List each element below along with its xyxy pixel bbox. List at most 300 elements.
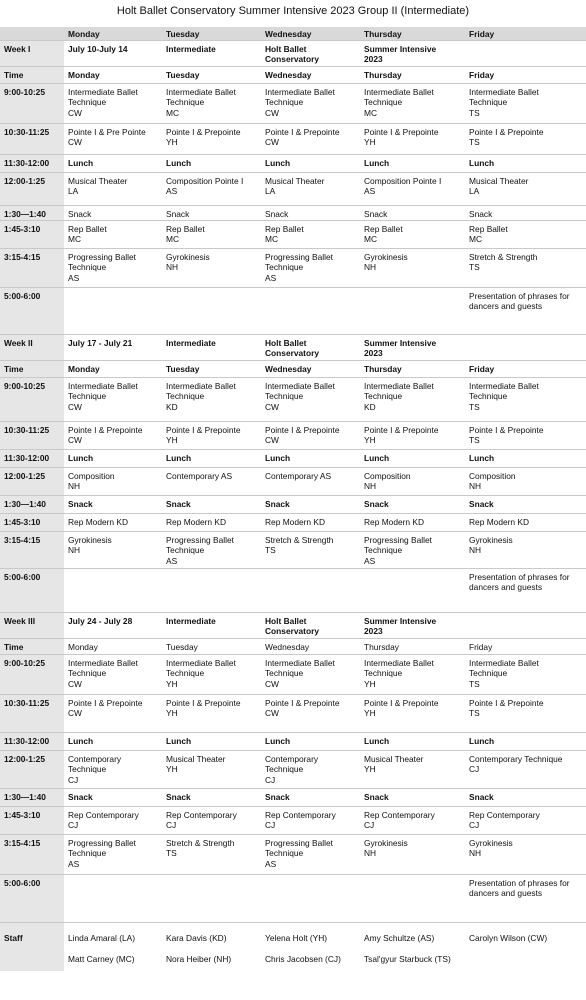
schedule-row: [0, 875, 586, 923]
cell-line: Conservatory: [265, 626, 319, 637]
schedule-cell: [162, 835, 261, 874]
cell-line: YH: [166, 137, 178, 148]
cell-line: Technique: [265, 262, 304, 273]
cell-line: MC: [166, 107, 180, 118]
schedule-row: [0, 288, 586, 335]
cell-line: Rep Contemporary: [265, 810, 336, 820]
schedule-cell: [64, 807, 162, 834]
cell-line: TS: [265, 545, 276, 556]
day-header-cell: Friday: [469, 29, 495, 39]
schedule-cell: [465, 249, 586, 287]
schedule-row: [0, 422, 586, 450]
cell-line: Technique: [68, 668, 107, 679]
time-label: 5:00-6:00: [0, 875, 64, 922]
schedule-table: [0, 27, 586, 971]
cell-line: NH: [364, 481, 377, 492]
schedule-row: [0, 655, 586, 695]
cell-line: Pointe I & Prepointe: [68, 698, 143, 708]
cell-line: CJ: [68, 774, 79, 785]
schedule-cell: [465, 532, 586, 568]
cell-line: Intermediate Ballet: [265, 658, 335, 668]
schedule-cell: [261, 288, 360, 334]
cell-line: Rep Modern KD: [364, 517, 425, 527]
time-label: 10:30-11:25: [0, 695, 64, 732]
cell-line: Technique: [68, 848, 107, 859]
staff-name: Chris Jacobsen (CJ): [265, 954, 341, 964]
schedule-cell: [64, 514, 162, 531]
cell-line: Technique: [364, 545, 403, 556]
cell-line: NH: [68, 545, 81, 556]
schedule-cell: [64, 361, 162, 377]
cell-line: Pointe I & Prepointe: [364, 698, 439, 708]
schedule-cell: [162, 450, 261, 467]
cell-line: Intermediate: [166, 616, 216, 626]
cell-line: YH: [364, 435, 376, 446]
cell-line: Snack: [166, 499, 191, 509]
schedule-cell: [261, 751, 360, 788]
schedule-cell: [64, 468, 162, 495]
cell-line: Pointe I & Prepointe: [469, 127, 544, 137]
cell-line: Tuesday: [166, 364, 200, 374]
cell-line: Musical Theater: [68, 176, 128, 186]
cell-line: Snack: [469, 209, 493, 219]
schedule-cell: [64, 532, 162, 568]
schedule-row: [0, 249, 586, 288]
cell-line: Snack: [265, 209, 289, 219]
cell-line: Technique: [265, 848, 304, 859]
staff-name: Amy Schultze (AS): [364, 933, 435, 943]
week-header-row: [0, 41, 586, 67]
cell-line: Technique: [166, 97, 205, 108]
cell-line: Pointe I & Prepointe: [166, 698, 241, 708]
cell-line: Holt Ballet: [265, 44, 307, 54]
cell-line: Technique: [265, 97, 304, 108]
cell-line: Technique: [265, 668, 304, 679]
schedule-cell: [465, 514, 586, 531]
staff-label: Staff: [0, 923, 64, 949]
schedule-cell: [261, 378, 360, 421]
schedule-cell: [162, 496, 261, 513]
schedule-cell: [465, 468, 586, 495]
cell-line: Snack: [364, 499, 389, 509]
cell-line: dancers and guests: [469, 582, 543, 593]
time-label: 10:30-11:25: [0, 422, 64, 449]
cell-line: AS: [166, 186, 178, 197]
cell-line: Conservatory: [265, 54, 319, 65]
cell-line: Intermediate Ballet: [265, 87, 335, 97]
cell-line: Lunch: [68, 453, 94, 463]
schedule-cell: [465, 639, 586, 654]
cell-line: Gyrokinesis: [469, 838, 513, 848]
schedule-cell: [465, 173, 586, 205]
week-header-row: [0, 613, 586, 639]
schedule-cell: [64, 67, 162, 83]
cell-line: Lunch: [265, 453, 291, 463]
cell-line: CW: [265, 401, 279, 412]
cell-line: YH: [166, 435, 178, 446]
cell-line: Thursday: [364, 70, 402, 80]
schedule-cell: [465, 288, 586, 334]
schedule-cell: [360, 67, 465, 83]
cell-line: Pointe I & Prepointe: [364, 425, 439, 435]
cell-line: July 17 - July 21: [68, 338, 133, 348]
cell-line: Contemporary: [68, 754, 122, 764]
cell-line: Composition: [68, 471, 115, 481]
schedule-cell: [360, 206, 465, 220]
cell-line: Lunch: [68, 736, 94, 746]
cell-line: Technique: [166, 545, 205, 556]
cell-line: MC: [364, 234, 378, 245]
schedule-cell: [64, 875, 162, 922]
schedule-cell: [162, 206, 261, 220]
schedule-cell: [261, 835, 360, 874]
staff-name: Nora Heiber (NH): [166, 954, 232, 964]
schedule-cell: [261, 249, 360, 287]
cell-line: Musical Theater: [469, 176, 529, 186]
cell-line: Gyrokinesis: [364, 252, 408, 262]
cell-line: Presentation of phrases for: [469, 878, 570, 888]
time-label: 1:30—1:40: [0, 206, 64, 220]
cell-line: Wednesday: [265, 70, 312, 80]
cell-line: NH: [364, 848, 377, 859]
time-label: 5:00-6:00: [0, 569, 64, 612]
time-label: 11:30-12:00: [0, 450, 64, 467]
staff-name: Carolyn Wilson (CW): [469, 933, 548, 943]
cell-line: Lunch: [166, 158, 192, 168]
schedule-cell: [162, 124, 261, 154]
cell-line: TS: [469, 137, 480, 148]
time-label: 11:30-12:00: [0, 733, 64, 750]
schedule-cell: [162, 288, 261, 334]
cell-line: Intermediate Ballet: [265, 381, 335, 391]
cell-line: CW: [265, 107, 279, 118]
day-header-cell: Tuesday: [166, 29, 200, 39]
staff-row: [0, 949, 586, 971]
week-header-row: [0, 335, 586, 361]
cell-line: Friday: [469, 642, 493, 652]
cell-line: CJ: [166, 820, 177, 831]
cell-line: Snack: [68, 209, 92, 219]
cell-line: AS: [265, 858, 277, 869]
schedule-cell: [261, 335, 360, 360]
schedule-cell: [162, 41, 261, 66]
schedule-row: [0, 496, 586, 514]
cell-line: Lunch: [364, 736, 390, 746]
schedule-cell: [162, 468, 261, 495]
cell-line: Presentation of phrases for: [469, 572, 570, 582]
cell-line: Technique: [469, 668, 508, 679]
cell-line: CW: [68, 435, 82, 446]
cell-line: Musical Theater: [265, 176, 325, 186]
schedule-cell: [64, 249, 162, 287]
time-label: Time: [0, 361, 64, 377]
time-label: 5:00-6:00: [0, 288, 64, 334]
cell-line: KD: [166, 401, 178, 412]
time-label: 12:00-1:25: [0, 468, 64, 495]
cell-line: Wednesday: [265, 642, 310, 652]
schedule-cell: [360, 695, 465, 732]
cell-line: Lunch: [469, 736, 495, 746]
staff-name: Yelena Holt (YH): [265, 933, 328, 943]
cell-line: Wednesday: [265, 364, 312, 374]
schedule-cell: [261, 569, 360, 612]
schedule-cell: [360, 378, 465, 421]
cell-line: KD: [364, 401, 376, 412]
cell-line: NH: [166, 262, 179, 273]
schedule-cell: [360, 288, 465, 334]
cell-line: Conservatory: [265, 348, 319, 359]
cell-line: Contemporary AS: [265, 471, 332, 481]
schedule-row: [0, 378, 586, 422]
cell-line: TS: [469, 708, 480, 719]
staff-name: Kara Davis (KD): [166, 933, 227, 943]
cell-line: CW: [265, 137, 279, 148]
time-label: 3:15-4:15: [0, 532, 64, 568]
schedule-cell: [162, 695, 261, 732]
schedule-cell: [360, 124, 465, 154]
cell-line: Snack: [265, 499, 290, 509]
cell-line: Contemporary Technique: [469, 754, 563, 764]
cell-line: CJ: [265, 820, 276, 831]
cell-line: Gyrokinesis: [469, 535, 513, 545]
schedule-cell: [261, 613, 360, 638]
cell-line: TS: [166, 848, 177, 859]
time-label: 3:15-4:15: [0, 835, 64, 874]
schedule-cell: [261, 124, 360, 154]
cell-line: TS: [469, 435, 480, 446]
cell-line: YH: [166, 708, 178, 719]
cell-line: YH: [364, 137, 376, 148]
cell-line: Rep Ballet: [166, 224, 205, 234]
schedule-row: [0, 789, 586, 807]
cell-line: Lunch: [469, 453, 495, 463]
schedule-cell: [162, 173, 261, 205]
cell-line: Rep Modern KD: [166, 517, 227, 527]
schedule-title: Holt Ballet Conservatory Summer Intensive 2023 Group II (Intermediate): [116, 5, 470, 17]
schedule-cell: [162, 67, 261, 83]
cell-line: Intermediate Ballet: [469, 381, 539, 391]
schedule-cell: [64, 613, 162, 638]
schedule-cell: [64, 378, 162, 421]
schedule-cell: [162, 569, 261, 612]
cell-line: Lunch: [364, 453, 390, 463]
cell-line: Composition Pointe I: [166, 176, 244, 186]
cell-line: Composition: [469, 471, 516, 481]
cell-line: Technique: [166, 391, 205, 402]
time-label: 1:30—1:40: [0, 789, 64, 806]
cell-line: Rep Modern KD: [469, 517, 530, 527]
cell-line: Progressing Ballet: [68, 252, 136, 262]
cell-line: Intermediate Ballet: [364, 87, 434, 97]
schedule-cell: [261, 807, 360, 834]
cell-line: LA: [265, 186, 276, 197]
cell-line: MC: [469, 234, 483, 245]
schedule-cell: [64, 695, 162, 732]
cell-line: Rep Contemporary: [469, 810, 540, 820]
schedule-cell: [360, 835, 465, 874]
time-label: 11:30-12:00: [0, 155, 64, 172]
cell-line: Intermediate Ballet: [68, 658, 138, 668]
schedule-row: [0, 733, 586, 751]
schedule-cell: [465, 124, 586, 154]
schedule-cell: [261, 173, 360, 205]
cell-line: YH: [364, 678, 376, 689]
schedule-cell: [465, 655, 586, 694]
day-header-cell: Monday: [68, 29, 100, 39]
schedule-cell: [261, 206, 360, 220]
cell-line: Lunch: [166, 736, 192, 746]
cell-line: TS: [469, 401, 480, 412]
cell-line: Holt Ballet: [265, 338, 307, 348]
schedule-cell: [64, 496, 162, 513]
cell-line: Pointe I & Prepointe: [469, 425, 544, 435]
cell-line: Thursday: [364, 364, 402, 374]
cell-line: Lunch: [265, 736, 291, 746]
schedule-cell: [465, 569, 586, 612]
schedule-cell: [261, 655, 360, 694]
cell-line: MC: [265, 234, 279, 245]
cell-line: Pointe I & Prepointe: [265, 425, 340, 435]
cell-line: 2023: [364, 54, 383, 65]
cell-line: Intermediate: [166, 44, 216, 54]
cell-line: Snack: [364, 792, 389, 802]
cell-line: Progressing Ballet: [265, 252, 333, 262]
schedule-cell: [162, 807, 261, 834]
schedule-cell: [64, 751, 162, 788]
schedule-cell: [64, 84, 162, 123]
schedule-row: [0, 221, 586, 249]
schedule-cell: [261, 695, 360, 732]
time-label: 12:00-1:25: [0, 751, 64, 788]
schedule-cell: [162, 155, 261, 172]
cell-line: AS: [166, 555, 178, 566]
day-header-cell: Wednesday: [265, 29, 312, 39]
cell-line: CJ: [469, 764, 480, 775]
time-label: 12:00-1:25: [0, 173, 64, 205]
cell-line: Rep Ballet: [364, 224, 403, 234]
schedule-cell: [64, 41, 162, 66]
schedule-cell: [261, 496, 360, 513]
schedule-cell: [360, 84, 465, 123]
cell-line: Technique: [166, 668, 205, 679]
cell-line: Holt Ballet: [265, 616, 307, 626]
time-label: 9:00-10:25: [0, 378, 64, 421]
schedule-cell: [162, 221, 261, 248]
schedule-cell: [64, 206, 162, 220]
cell-line: Rep Ballet: [265, 224, 304, 234]
time-label: 9:00-10:25: [0, 84, 64, 123]
schedule-cell: [64, 221, 162, 248]
cell-line: Technique: [68, 97, 107, 108]
schedule-cell: [360, 41, 465, 66]
schedule-cell: [162, 361, 261, 377]
time-label: 3:15-4:15: [0, 249, 64, 287]
cell-line: YH: [364, 708, 376, 719]
cell-line: CW: [265, 708, 279, 719]
schedule-cell: [64, 655, 162, 694]
schedule-cell: [360, 807, 465, 834]
cell-line: Rep Contemporary: [364, 810, 435, 820]
cell-line: MC: [364, 107, 378, 118]
cell-line: Musical Theater: [364, 754, 424, 764]
cell-line: Progressing Ballet: [68, 838, 136, 848]
cell-line: Intermediate Ballet: [364, 658, 434, 668]
schedule-cell: [64, 639, 162, 654]
cell-line: Intermediate Ballet: [469, 658, 539, 668]
cell-line: CJ: [469, 820, 480, 831]
schedule-cell: [465, 789, 586, 806]
schedule-cell: [162, 655, 261, 694]
staff-name: [465, 949, 586, 971]
schedule-cell: [162, 532, 261, 568]
cell-line: Pointe I & Prepointe: [265, 698, 340, 708]
schedule-cell: [360, 514, 465, 531]
schedule-cell: [162, 84, 261, 123]
schedule-row: [0, 532, 586, 569]
cell-line: CW: [68, 107, 82, 118]
cell-line: dancers and guests: [469, 888, 543, 899]
schedule-cell: [360, 639, 465, 654]
time-label: 10:30-11:25: [0, 124, 64, 154]
schedule-cell: [465, 875, 586, 922]
cell-line: Technique: [68, 764, 107, 775]
cell-line: Pointe I & Prepointe: [166, 127, 241, 137]
schedule-cell: [360, 361, 465, 377]
schedule-row: [0, 569, 586, 613]
schedule-cell: [465, 496, 586, 513]
cell-line: YH: [364, 764, 376, 775]
schedule-cell: [64, 569, 162, 612]
schedule-cell: [64, 789, 162, 806]
schedule-cell: [465, 695, 586, 732]
cell-line: Gyrokinesis: [68, 535, 112, 545]
schedule-cell: [360, 532, 465, 568]
cell-line: Lunch: [364, 158, 390, 168]
schedule-cell: [360, 468, 465, 495]
schedule-cell: [261, 84, 360, 123]
schedule-row: [0, 155, 586, 173]
schedule-cell: [64, 422, 162, 449]
schedule-cell: [360, 751, 465, 788]
cell-line: Tuesday: [166, 70, 200, 80]
staff-label-blank: [0, 949, 64, 971]
cell-line: Thursday: [364, 642, 399, 652]
cell-line: Stretch & Strength: [166, 838, 235, 848]
schedule-cell: [261, 422, 360, 449]
cell-line: Intermediate Ballet: [469, 87, 539, 97]
cell-line: CW: [265, 678, 279, 689]
cell-line: Contemporary: [265, 754, 319, 764]
schedule-cell: [64, 288, 162, 334]
cell-line: Rep Ballet: [469, 224, 508, 234]
cell-line: NH: [364, 262, 377, 273]
cell-line: NH: [469, 848, 482, 859]
time-label: Time: [0, 639, 64, 654]
cell-line: Composition: [364, 471, 411, 481]
cell-line: Technique: [469, 391, 508, 402]
staff-name: Tsal'gyur Starbuck (TS): [364, 954, 451, 964]
cell-line: July 10-July 14: [68, 44, 128, 54]
schedule-cell: [465, 221, 586, 248]
cell-line: Musical Theater: [166, 754, 226, 764]
time-label: 1:45-3:10: [0, 807, 64, 834]
schedule-cell: [261, 639, 360, 654]
schedule-row: [0, 84, 586, 124]
schedule-cell: [465, 450, 586, 467]
cell-line: AS: [364, 186, 376, 197]
schedule-cell: [465, 67, 586, 83]
cell-line: AS: [68, 272, 80, 283]
